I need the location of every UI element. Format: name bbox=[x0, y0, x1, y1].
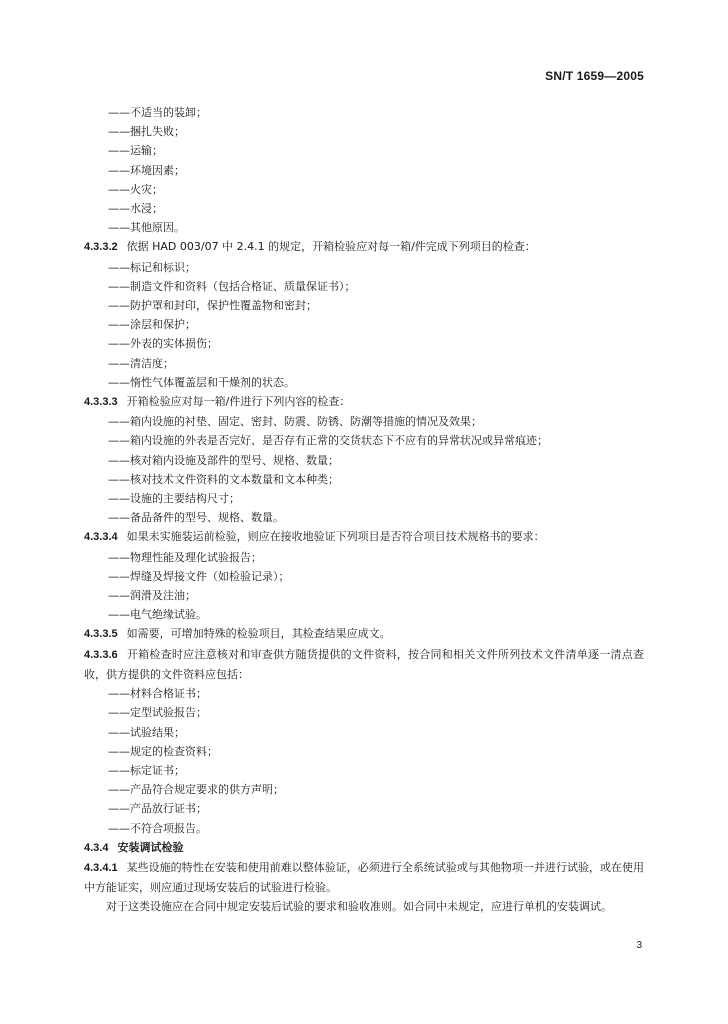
section-4-3-4-heading bbox=[84, 838, 644, 858]
clause-number: 4.3.3.6 bbox=[84, 648, 118, 661]
list-item: ——试验结果； bbox=[108, 725, 185, 739]
clause-4-3-3-4 bbox=[84, 527, 644, 547]
list-item: ——箱内设施的衬垫、固定、密封、防震、防锈、防潮等措施的情况及效果； bbox=[108, 415, 482, 429]
list-item: ——核对箱内设施及部件的型号、规格、数量； bbox=[108, 453, 339, 467]
list-item: ——捆扎失败； bbox=[108, 125, 185, 139]
clause-text: 某些设施的特性在安装和使用前难以整体验证，必须进行全系统试验或与其他物项一并进行试验，或在使用中方能证实，则应通过现场安装后的试验进行检验。 bbox=[84, 860, 644, 895]
list-item: ——其他原因。 bbox=[108, 221, 185, 235]
clause-4-3-3-2 bbox=[84, 237, 644, 257]
list-item: ——物理性能及理化试验报告； bbox=[108, 550, 262, 564]
list-item: ——火灾； bbox=[108, 182, 163, 196]
clause-number: 4.3.4.1 bbox=[84, 861, 118, 874]
list-item: ——设施的主要结构尺寸； bbox=[108, 492, 240, 506]
list-item: ——润滑及注油； bbox=[108, 589, 196, 603]
list-unpacking-checks bbox=[84, 258, 644, 392]
list-item: ——定型试验报告； bbox=[108, 706, 207, 720]
list-content-checks bbox=[84, 412, 644, 527]
clause-number: 4.3.3.3 bbox=[84, 396, 118, 409]
clause-text: 依据 HAD 003/07 中 2.4.1 的规定，开箱检验应对每一箱/件完成下列项目的检查： bbox=[126, 240, 536, 254]
clause-number: 4.3.3.4 bbox=[84, 531, 118, 544]
clause-text: 开箱检验应对每一箱/件进行下列内容的检查： bbox=[126, 395, 351, 409]
clause-text: 如果未实施装运前检验，则应在接收地验证下列项目是否符合项目技术规格书的要求： bbox=[126, 530, 545, 544]
clause-text: 如需要，可增加特殊的检验项目，其检查结果应成文。 bbox=[126, 627, 391, 641]
list-site-verification bbox=[84, 548, 644, 625]
section-number: 4.3.4 bbox=[84, 841, 109, 854]
page-number: 3 bbox=[636, 940, 642, 951]
list-item: ——制造文件和资料（包括合格证、质量保证书）； bbox=[108, 279, 356, 293]
section-title: 安装调试检验 bbox=[117, 840, 184, 854]
paragraph-installation-requirements: 对于这类设施应在合同中规定安装后试验的要求和验收准则。如合同中未规定，应进行单机的安装调试。 bbox=[106, 900, 612, 914]
clause-4-3-3-5 bbox=[84, 624, 644, 644]
list-item: ——运输； bbox=[108, 144, 163, 158]
list-item: ——环境因素； bbox=[108, 163, 185, 177]
list-item: ——清洁度； bbox=[108, 356, 174, 370]
list-item: ——涂层和保护； bbox=[108, 318, 196, 332]
list-damage-causes bbox=[84, 103, 644, 237]
list-item: ——箱内设施的外表是否完好、是否存有正常的交货状态下不应有的异常状况或异常痕迹； bbox=[108, 434, 548, 448]
list-item: ——水浸； bbox=[108, 202, 163, 216]
list-item: ——规定的检查资料； bbox=[108, 744, 218, 758]
list-item: ——不适当的装卸； bbox=[108, 106, 207, 119]
list-item: ——核对技术文件资料的文本数量和文本种类； bbox=[108, 472, 339, 486]
list-item: ——标定证书； bbox=[108, 763, 185, 777]
list-item: ——焊缝及焊接文件（如检验记录）； bbox=[108, 569, 290, 583]
list-item: ——外表的实体损伤； bbox=[108, 337, 218, 351]
list-item: ——备品备件的型号、规格、数量。 bbox=[108, 511, 284, 525]
document-body bbox=[84, 103, 644, 917]
clause-number: 4.3.3.2 bbox=[84, 241, 118, 254]
list-item: ——产品符合规定要求的供方声明； bbox=[108, 783, 284, 797]
clause-4-3-3-3 bbox=[84, 392, 644, 412]
clause-text: 开箱检查时应注意核对和审查供方随货提供的文件资料，按合同和相关文件所列技术文件清单逐一清点查收，供方提供的文件资料应包括： bbox=[84, 647, 644, 681]
list-item: ——产品放行证书； bbox=[108, 802, 207, 816]
list-supplier-documents bbox=[84, 684, 644, 838]
document-code: SN/T 1659—2005 bbox=[545, 69, 644, 83]
list-item: ——标记和标识； bbox=[108, 260, 196, 274]
list-item: ——不符合项报告。 bbox=[108, 821, 207, 835]
list-item: ——材料合格证书； bbox=[108, 687, 207, 701]
list-item: ——惰性气体覆盖层和干燥剂的状态。 bbox=[108, 375, 295, 389]
list-item: ——电气绝缘试验。 bbox=[108, 608, 207, 622]
clause-number: 4.3.3.5 bbox=[84, 628, 118, 641]
clause-4-3-3-6 bbox=[84, 645, 644, 684]
list-item: ——防护罩和封印，保护性覆盖物和密封； bbox=[108, 299, 317, 313]
clause-4-3-4-1 bbox=[84, 858, 644, 897]
